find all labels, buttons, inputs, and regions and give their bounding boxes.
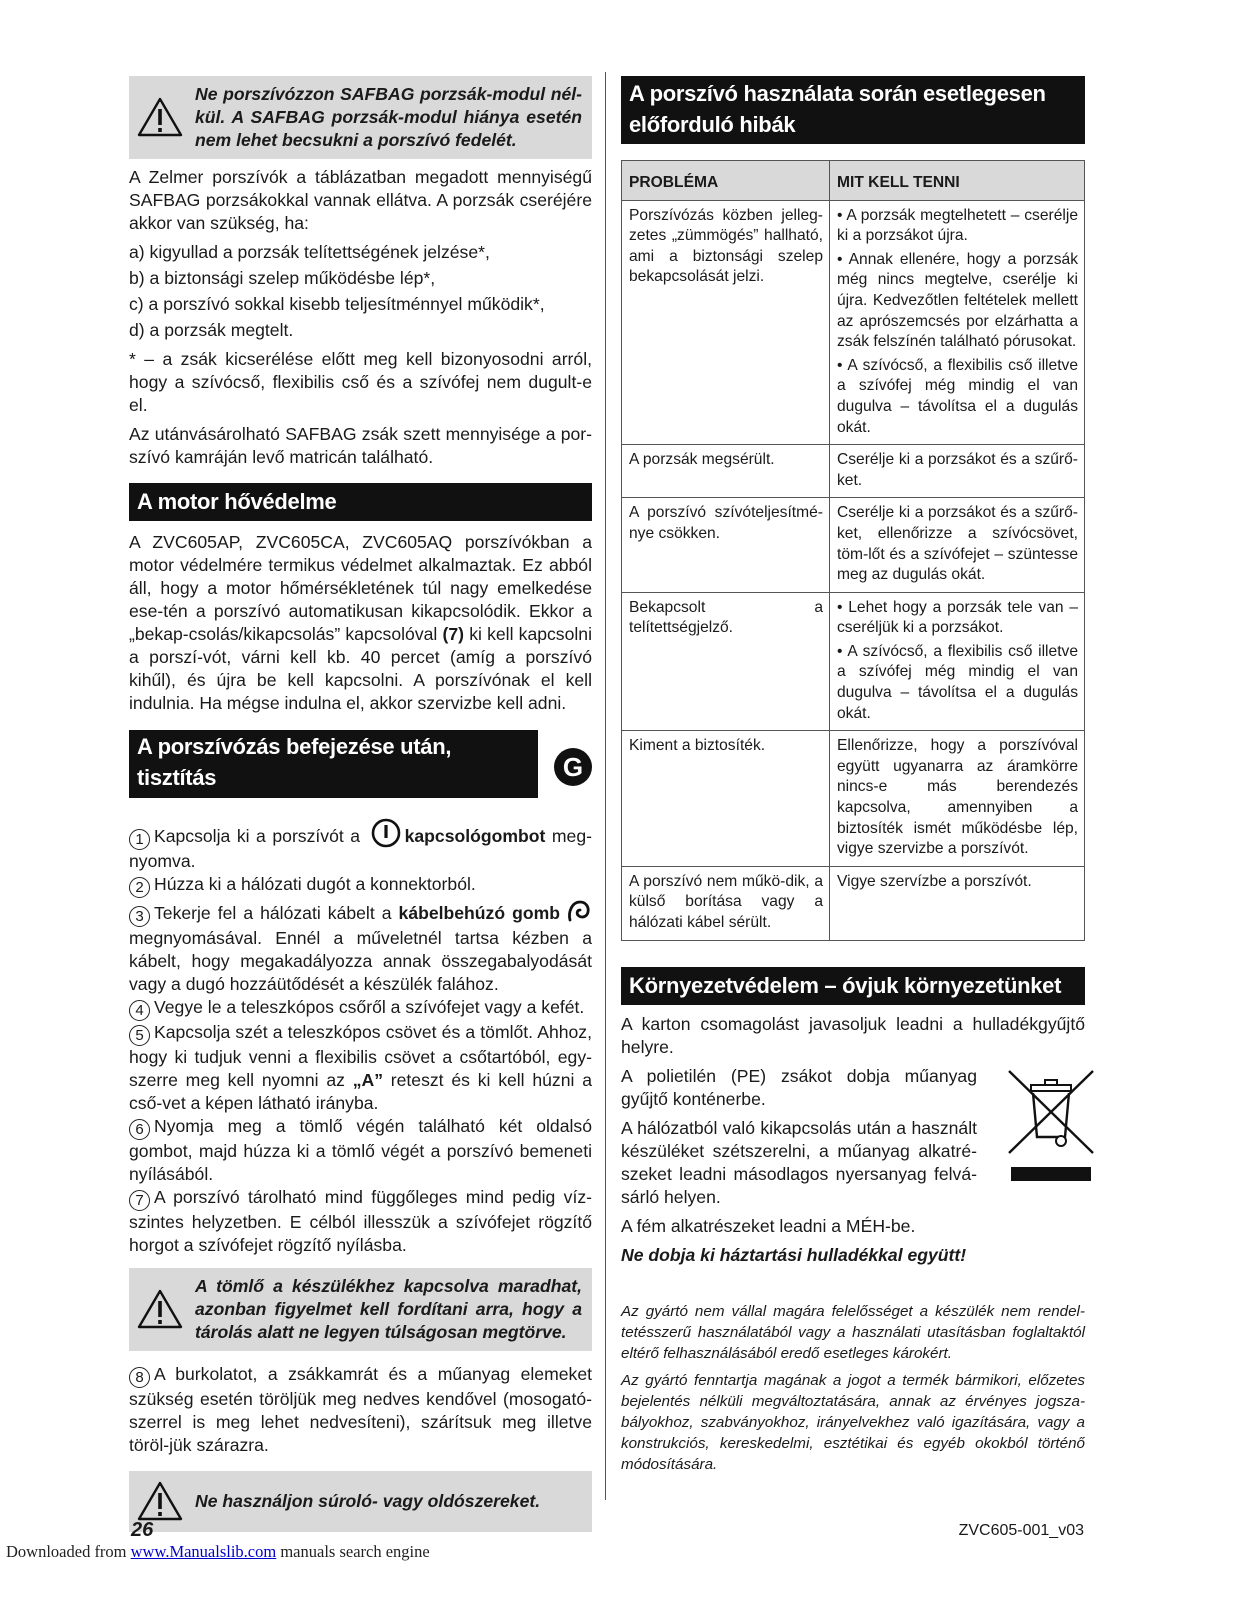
problem-cell: Kiment a biztosíték. <box>622 731 830 867</box>
action-item: Ellenőrizze, hogy a porszívóval együtt ugyanarra az áramkörre nincs-e más berendezés kapcsolva, amennyiben a biztosíték ismét működésbe lép, vigye szervizbe a porszívót. <box>837 737 1078 858</box>
warning-box-hose <box>129 1268 592 1351</box>
list-item-a: a) kigyullad a porzsák telítettségének jelzése*, <box>129 242 490 262</box>
step-5-text-b: reteszt és ki kell húzni a cső-vet a képen látható irányba. <box>129 1070 592 1113</box>
action-item: • Lehet hogy a porzsák tele van – cseréljük ki a porzsákot. <box>837 598 1078 637</box>
problem-cell: A porszívó nem műkö-dik, a külső borítása vagy a hálózati kábel sérült. <box>622 866 830 940</box>
paragraph-motor <box>129 531 592 715</box>
cleaning-header-row <box>129 730 592 821</box>
paragraph-intro: A Zelmer porszívók a táblázatban megadott mennyiségű SAFBAG porzsákokkal vannak ellátva. A porzsák cseréjére akkor van szükség, ha: <box>129 167 592 233</box>
step-5 <box>129 1021 592 1115</box>
problem-cell: Bekapcsolt a telítettségjelző. <box>622 592 830 731</box>
troubleshooting-header-line1: A porszívó használata során esetlegesen <box>629 81 1046 106</box>
cleaning-header-line1: A porszívózás befejezése után, tisztítás <box>137 734 452 790</box>
action-cell <box>830 731 1085 867</box>
table-row <box>622 200 1085 445</box>
step-2-text: Húzza ki a hálózati dugót a konnektorból. <box>154 874 476 894</box>
action-cell <box>830 498 1085 592</box>
step-4 <box>129 996 592 1021</box>
action-item: Cserélje ki a porzsákot és a szűrő-ket, ellenőrizze a szívócsövet, töm-lőt és a szívófejet – szüntesse meg az dugulás okát. <box>837 504 1078 584</box>
section-letter-badge: G <box>554 748 592 786</box>
env-block <box>621 1065 1085 1209</box>
warning-box-safbag <box>129 76 592 159</box>
problem-cell: A porzsák megsérült. <box>622 445 830 498</box>
action-item: • Annak ellenére, hogy a porzsák még nincs megtelve, cserélje ki újra. Kedvezőtlen feltételek mellett az aprószemcsés por elzárhatta a zsák felszínén található pórusokat. <box>837 250 1078 351</box>
paragraph-bag-quantity: Az utánvásárolható SAFBAG zsák szett mennyisége a por-szívó kamráján levő matricán található. <box>129 424 592 467</box>
list-item-b: b) a biztonsági szelep működésbe lép*, <box>129 268 436 288</box>
step-5-bold: „A” <box>352 1070 383 1090</box>
troubleshooting-header-line2: előforduló hibák <box>629 112 796 137</box>
section-header-cleaning <box>129 730 538 821</box>
column-header-problem: PROBLÉMA <box>622 161 830 201</box>
step-number: 5 <box>129 1025 150 1046</box>
step-number: 4 <box>129 1000 150 1021</box>
manualslib-link[interactable]: www.Manualslib.com <box>130 1542 277 1561</box>
action-cell <box>830 200 1085 445</box>
env-text-block <box>621 1065 977 1209</box>
step-7 <box>129 1186 592 1257</box>
page-number: 26 <box>131 1519 154 1541</box>
action-cell <box>830 866 1085 940</box>
step-8-text: A burkolatot, a zsákkamrát és a műanyag elemeket szükség esetén töröljük meg nedves kendővel (mosogató-szerrel is meg lehet nedvesíteni), szárítsuk meg illetve töröl-jük szárazra. <box>129 1364 592 1455</box>
warning-text: Ne használjon súroló- vagy oldószereket. <box>195 1490 541 1511</box>
document-code: ZVC605-001_v03 <box>958 1522 1084 1539</box>
paragraph-env-pe: A polietilén (PE) zsákot dobja műanyag gyűjtő konténerbe. <box>621 1065 977 1109</box>
warning-triangle-icon <box>137 1480 183 1522</box>
step-1-text-a: Kapcsolja ki a porszívót a <box>154 826 367 846</box>
paragraph-env-carton: A karton csomagolást javasoljuk leadni a hulladékgyűjtő helyre. <box>621 1013 1085 1057</box>
warning-text: A tömlő a készülékhez kapcsolva maradhat, azonban figyelmet kell fordítani arra, hogy a tárolás alatt ne legyen túlságosan megtörve. <box>195 1275 582 1342</box>
action-item: • A porzsák megtelhetett – cserélje ki a porzsákot újra. <box>837 206 1078 245</box>
step-3-bold: kábelbehúzó gomb <box>398 903 560 923</box>
action-item: • A szívócső, a flexibilis cső illetve a szívófej még mindig el van dugulva – távolítsa el a dugulás okát. <box>837 356 1078 436</box>
step-1 <box>129 818 592 873</box>
step-8 <box>129 1363 592 1457</box>
crossed-bin-icon <box>1001 1065 1101 1187</box>
section-header-troubleshooting <box>621 76 1085 144</box>
warning-box-abrasives <box>129 1471 592 1532</box>
column-header-action: MIT KELL TENNI <box>830 161 1085 201</box>
download-notice <box>6 1542 430 1562</box>
disclaimer-changes: Az gyártó fenntartja magának a jogot a termék bármikori, előzetes bejelentés nélküli megváltoztatására, annak az érvényes jogsza-bályokhoz, szabványokhoz, irányelvekhez való igazítására, vagy a konstrukciós, kereskedelmi, esztétikai és egyéb okokból történő módosítására. <box>621 1371 1085 1473</box>
download-suffix: manuals search engine <box>276 1542 430 1561</box>
problem-cell: A porszívó szívóteljesítmé-nye csökken. <box>622 498 830 592</box>
list-item-c: c) a porszívó sokkal kisebb teljesítménnyel működik*, <box>129 294 545 314</box>
paragraph-env-device: A hálózatból való kikapcsolás után a használt készüléket szétszerelni, a műanyag alkatré-szeket leadni másodlagos nyersanyag felvá-sárló helyen. <box>621 1117 977 1207</box>
step-4-text: Vegye le a teleszkópos csőről a szívófejet vagy a kefét. <box>154 997 585 1017</box>
warning-triangle-icon <box>137 1288 183 1330</box>
table-row <box>622 592 1085 731</box>
step-1-text-b: meg-nyomva. <box>129 826 592 871</box>
action-cell <box>830 445 1085 498</box>
troubleshooting-table <box>621 160 1085 941</box>
table-row <box>622 445 1085 498</box>
warning-text: Ne porszívózzon SAFBAG porzsák-modul nél-kül. A SAFBAG porzsák-modul hiánya esetén nem lehet becsukni a porszívó fedelét. <box>195 83 582 150</box>
warning-triangle-icon <box>137 96 183 138</box>
step-3-text-b: megnyomásával. Ennél a műveletnél tartsa kézben a kábelt, hogy megakadályozza annak összegabalyodását vagy a dugó hozzáütődését a készülék falához. <box>129 928 592 994</box>
section-header-environment: Környezetvédelem – óvjuk környezetünket <box>621 967 1085 1005</box>
step-number: 8 <box>129 1367 150 1388</box>
motor-text-part2: ki kell kapcsolni a porszí-vót, várni kell kb. 40 percet (amíg a porszívó kihűl), és újra be kell kapcsolni. A porszívónak el kell indulnia. Ha mégse indulna el, akkor szervizbe kell adni. <box>129 624 592 713</box>
step-3-text-a: Tekerje fel a hálózati kábelt a <box>154 903 399 923</box>
env-warning-text: Ne dobja ki háztartási hulladékkal együtt! <box>621 1244 967 1265</box>
step-7-text: A porszívó tárolható mind függőleges mind pedig víz-szintes helyzetben. E célból illesszük a szívófejet rögzítő horgot a szívófejet rögzítő nyílásba. <box>129 1187 592 1255</box>
table-row <box>622 866 1085 940</box>
motor-switch-ref: (7) <box>442 624 465 644</box>
step-6-text: Nyomja meg a tömlő végén található két oldalsó gombot, majd húzza ki a tömlő végét a porszívó bemeneti nyílásából. <box>129 1116 592 1184</box>
paragraph-env-metal: A fém alkatrészeket leadni a MÉH-be. <box>621 1215 916 1236</box>
paragraph-note: * – a zsák kicserélése előtt meg kell bizonyosodni arról, hogy a szívócső, flexibilis cső és a szívófej nem dugult-e el. <box>129 349 592 415</box>
table-header-row <box>622 161 1085 201</box>
step-number: 1 <box>129 829 150 850</box>
download-prefix: Downloaded from <box>6 1542 131 1561</box>
step-number: 7 <box>129 1190 150 1211</box>
step-6 <box>129 1115 592 1186</box>
list-item-d: d) a porzsák megtelt. <box>129 320 294 340</box>
cord-rewind-icon <box>566 898 592 924</box>
left-column <box>129 76 592 1532</box>
disclaimer-liability: Az gyártó nem vállal magára felelősséget a készülék nem rendel-tetésszerű használatából vagy a használati utasításban foglaltaktól eltérő felhasználásából eredő esetleges károkért. <box>621 1302 1085 1362</box>
table-row <box>622 498 1085 592</box>
step-2 <box>129 873 592 898</box>
step-1-bold: kapcsológombot <box>404 826 546 846</box>
motor-text-part1: A ZVC605AP, ZVC605CA, ZVC605AQ porszívókban a motor védelmére termikus védelmet alkalmaztak. Ez abból áll, hogy a motor hőmérsékletének túl nagy emelkedése ese-tén a porszívó automatikusan kikapcsolódik. Ekkor a „bekap-csolás/kikapcsolás” kapcsolóval <box>129 532 592 644</box>
column-divider <box>605 72 606 1500</box>
action-cell <box>830 592 1085 731</box>
cleaning-header-line2: és karbantartás <box>137 796 296 821</box>
step-5-text-a: Kapcsolja szét a teleszkópos csövet és a tömlőt. Ahhoz, hogy ki tudjuk venni a flexibilis csövet a csőtartóból, egy-szerre meg kell nyomni az <box>129 1022 592 1090</box>
weee-symbol <box>977 1065 1085 1209</box>
right-column <box>621 76 1085 1475</box>
step-3 <box>129 898 592 996</box>
action-item: Cserélje ki a porzsákot és a szűrő-ket. <box>837 451 1078 489</box>
problem-cell: Porszívózás közben jelleg-zetes „zümmögés” hallható, ami a biztonsági szelep bekapcsolását jelzi. <box>622 200 830 445</box>
action-item: Vigye szervízbe a porszívót. <box>837 872 1032 890</box>
step-number: 2 <box>129 877 150 898</box>
step-number: 6 <box>129 1119 150 1140</box>
section-header-motor: A motor hővédelme <box>129 483 592 521</box>
step-number: 3 <box>129 906 150 927</box>
table-row <box>622 731 1085 867</box>
action-item: • A szívócső, a flexibilis cső illetve a szívófej még mindig el van dugulva – távolítsa el a dugulás okát. <box>837 642 1078 722</box>
